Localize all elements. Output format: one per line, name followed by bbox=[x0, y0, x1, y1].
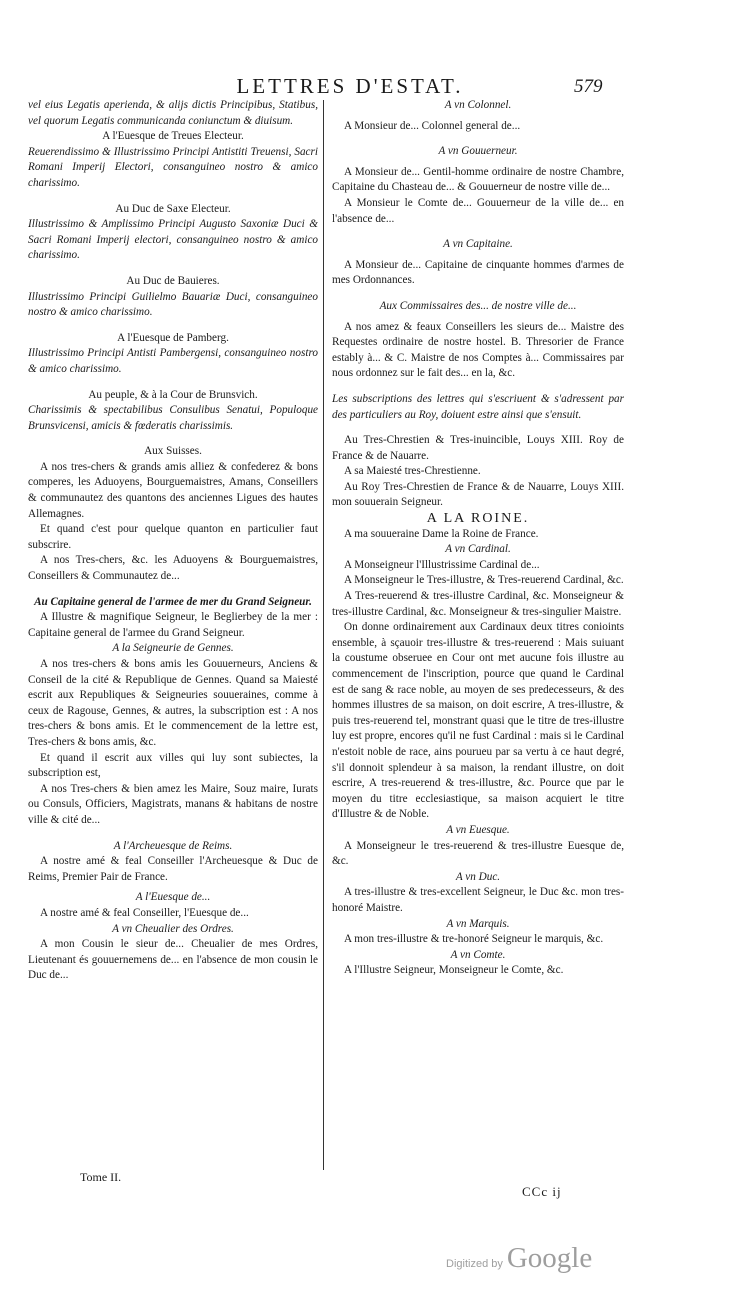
address-roy-3: Au Roy Tres-Chrestien de France & de Nauarre, Louys XIII. mon souuerain Seigneur. bbox=[332, 480, 624, 509]
left-column bbox=[28, 98, 318, 984]
heading-capitaine: A vn Capitaine. bbox=[443, 238, 513, 251]
volume-label: Tome II. bbox=[80, 1170, 122, 1184]
heading-suisses: Aux Suisses. bbox=[144, 445, 202, 458]
latin-address-bauieres: Illustrissimo Principi Guilielmo Bauariæ Duci, consanguineo nostro & amico charissimo. bbox=[28, 290, 318, 319]
address-capitaine-mer: A Illustre & magnifique Seigneur, le Beglierbey de la mer : Capitaine general de l'armee du Grand Seigneur. bbox=[28, 611, 318, 639]
address-colonnel: A Monsieur de... Colonnel general de... bbox=[344, 119, 521, 132]
address-cheualier: A mon Cousin le sieur de... Cheualier de mes Ordres, Lieutenant és gouuernemens de... en l'absence de mon cousin le Duc de... bbox=[28, 938, 318, 982]
heading-marquis: A vn Marquis. bbox=[446, 917, 510, 930]
page-number: 579 bbox=[574, 76, 603, 97]
heading-cardinal: A vn Cardinal. bbox=[445, 543, 511, 556]
address-capitaine: A Monsieur de... Capitaine de cinquante hommes d'armes de mes Ordonnances. bbox=[332, 258, 624, 287]
google-logo: Google bbox=[506, 1242, 593, 1274]
address-duc: A tres-illustre & tres-excellent Seigneur, le Duc &c. mon tres-honoré Maistre. bbox=[332, 886, 624, 914]
note-subscriptions-roy: Les subscriptions des lettres qui s'escriuent & s'adressent par des particuliers au Roy, doiuent estre ainsi que s'ensuit. bbox=[332, 392, 624, 421]
note-cardinaux: On donne ordinairement aux Cardinaux deux titres conioints ensemble, à sçauoir tres-illustre & tres-reuerend : Mais suiuant la coustume obseruee en Cour ont met aucune fois illustre au commencement de l'inscription, pource que quand le Cardinal est de sang & race noble, au moyen de ses predecesseurs, & des hommes illustres de sa maison, on doit escrire, A tres-illustre, & puis tres-reuerend tel, monstrant quasi que le titre de tres-illustre luy est propre, encores qu'il ne fust Cardinal : mais si le Cardinal n'estoit noble de race, ains pourueu par sa vertu à ce haut degré, s'il donnoit splendeur à sa maison, la rendant illustre, on doit escrire, A tres-reuerend & tres-illustre, &c. Pource que par le moyen du titre ecclesiastique, sa maison acquiert le titre d'Illustre & de Noble. bbox=[332, 621, 624, 821]
heading-commissaires: Aux Commissaires des... de nostre ville de... bbox=[379, 299, 577, 312]
address-comte: A l'Illustre Seigneur, Monseigneur le Comte, &c. bbox=[344, 964, 564, 977]
address-euesque: A nostre amé & feal Conseiller, l'Euesque de... bbox=[40, 906, 249, 919]
address-gennes: A nos tres-chers & bons amis les Gouuerneurs, Anciens & Conseil de la cité & Republique de Gennes. Quand sa Maiesté escrit aux Republiques & Seigneuries souueraines, comme à ceux de Ragouse, Gennes, & autres, la subscription est : A nos tres-chers & bons amis. Et le commencement de la lettre est, Tres-chers & bons amis, &c. bbox=[28, 658, 318, 748]
address-roine: A ma souueraine Dame la Roine de France. bbox=[344, 527, 539, 540]
heading-gouuerneur: A vn Gouuerneur. bbox=[438, 145, 518, 158]
heading-treues: A l'Euesque de Treues Electeur. bbox=[102, 130, 244, 143]
address-gouuerneur-comte: A Monsieur le Comte de... Gouuerneur de la ville de... en l'absence de... bbox=[332, 196, 624, 225]
heading-cheualier: A vn Cheualier des Ordres. bbox=[112, 922, 234, 935]
address-quanton: A nos Tres-chers, &c. les Aduoyens & Bourguemaistres, Conseillers & Communautez de... bbox=[28, 554, 318, 583]
continued-latin-text: vel eius Legatis aperienda, & alijs dictis Principibus, Statibus, vel quorum Legatis communicanda coniunctum & diuisum. bbox=[28, 99, 318, 127]
address-reims: A nostre amé & feal Conseiller l'Archeuesque & Duc de Reims, Premier Pair de France. bbox=[28, 855, 318, 883]
address-euesque-right: A Monseigneur le tres-reuerend & tres-illustre Euesque de, &c. bbox=[332, 839, 624, 868]
address-cardinal-3: A Tres-reuerend & tres-illustre Cardinal, &c. Monseigneur & tres-illustre Cardinal, &c. Monseigneur & tres-singulier Maistre. bbox=[332, 590, 624, 618]
column-divider bbox=[323, 100, 324, 1170]
heading-comte: A vn Comte. bbox=[450, 948, 506, 961]
address-commissaires: A nos amez & feaux Conseillers les sieurs de... Maistre des Requestes ordinaire de nostre hostel. B. Thresorier de France estably à... & C. Maistre de nos Comptes à... Commissaires par nous ordonnez sur le fait des... en la, &c. bbox=[332, 320, 624, 380]
address-villes: A nos Tres-chers & bien amez les Maire, Souz maire, Iurats ou Consuls, Officiers, Magistrats, manans & habitans de nostre ville & cité de... bbox=[28, 782, 318, 826]
heading-pamberg: A l'Euesque de Pamberg. bbox=[117, 331, 229, 344]
heading-saxe: Au Duc de Saxe Electeur. bbox=[115, 202, 231, 215]
address-gouuerneur: A Monsieur de... Gentil-homme ordinaire de nostre Chambre, Capitaine du Chasteau de... & Gouuerneur de nostre ville de... bbox=[332, 165, 624, 194]
latin-address-saxe: Illustrissimo & Amplissimo Principi Augusto Saxoniæ Duci & Sacri Romani Imperij electori, consanguineo nostro & amico charissimo. bbox=[28, 218, 318, 262]
heading-roine: A LA ROINE. bbox=[426, 511, 530, 527]
heading-reims: A l'Archeuesque de Reims. bbox=[113, 839, 233, 852]
latin-address-treues: Reuerendissimo & Illustrissimo Principi Antistiti Treuensi, Sacri Romani Imperij Electori, consanguineo nostro & amico charissimo. bbox=[28, 145, 318, 189]
latin-address-brunsvich: Charissimis & spectabilibus Consulibus Senatui, Populoque Brunsvicensi, amicis & fœderatis charissimis. bbox=[28, 404, 318, 432]
heading-colonnel: A vn Colonnel. bbox=[444, 99, 512, 111]
address-marquis: A mon tres-illustre & tre-honoré Seigneur le marquis, &c. bbox=[344, 933, 604, 946]
running-title: LETTRES D'ESTAT. bbox=[236, 74, 464, 98]
watermark-prefix: Digitized by bbox=[446, 1258, 503, 1270]
address-cardinal-1: A Monseigneur l'Illustrissime Cardinal de... bbox=[344, 558, 540, 571]
heading-capitaine-mer: Au Capitaine general de l'armee de mer du Grand Seigneur. bbox=[34, 595, 312, 608]
heading-bauieres: Au Duc de Bauieres. bbox=[126, 274, 220, 287]
address-roy-1: Au Tres-Chrestien & Tres-inuincible, Louys XIII. Roy de France & de Nauarre. bbox=[332, 434, 624, 462]
address-cardinal-2: A Monseigneur le Tres-illustre, & Tres-reuerend Cardinal, &c. bbox=[344, 574, 624, 587]
heading-euesque: A l'Euesque de... bbox=[135, 891, 211, 904]
signature-mark: CCc ij bbox=[522, 1184, 562, 1199]
address-roy-2: A sa Maiesté tres-Chrestienne. bbox=[344, 465, 481, 478]
heading-brunsvich: Au peuple, & à la Cour de Brunsvich. bbox=[88, 388, 258, 401]
heading-duc: A vn Duc. bbox=[455, 870, 501, 883]
note-villes: Et quand il escrit aux villes qui luy sont subiectes, la subscription est, bbox=[28, 751, 318, 780]
digitized-watermark bbox=[446, 1242, 592, 1275]
note-quanton: Et quand c'est pour quelque quanton en particulier faut subscrire. bbox=[28, 523, 318, 551]
heading-gennes: A la Seigneurie de Gennes. bbox=[112, 642, 234, 655]
right-column bbox=[332, 98, 624, 979]
latin-address-pamberg: Illustrissimo Principi Antisti Pambergensi, consanguineo nostro & amico charissimo. bbox=[28, 347, 318, 375]
heading-euesque-right: A vn Euesque. bbox=[446, 823, 510, 836]
address-suisses: A nos tres-chers & grands amis alliez & confederez & bons comperes, les Aduoyens, Bourguemaistres, Amans, Conseillers & communautez des quantons des anciennes Ligues des hautes Allemagnes. bbox=[28, 460, 318, 520]
